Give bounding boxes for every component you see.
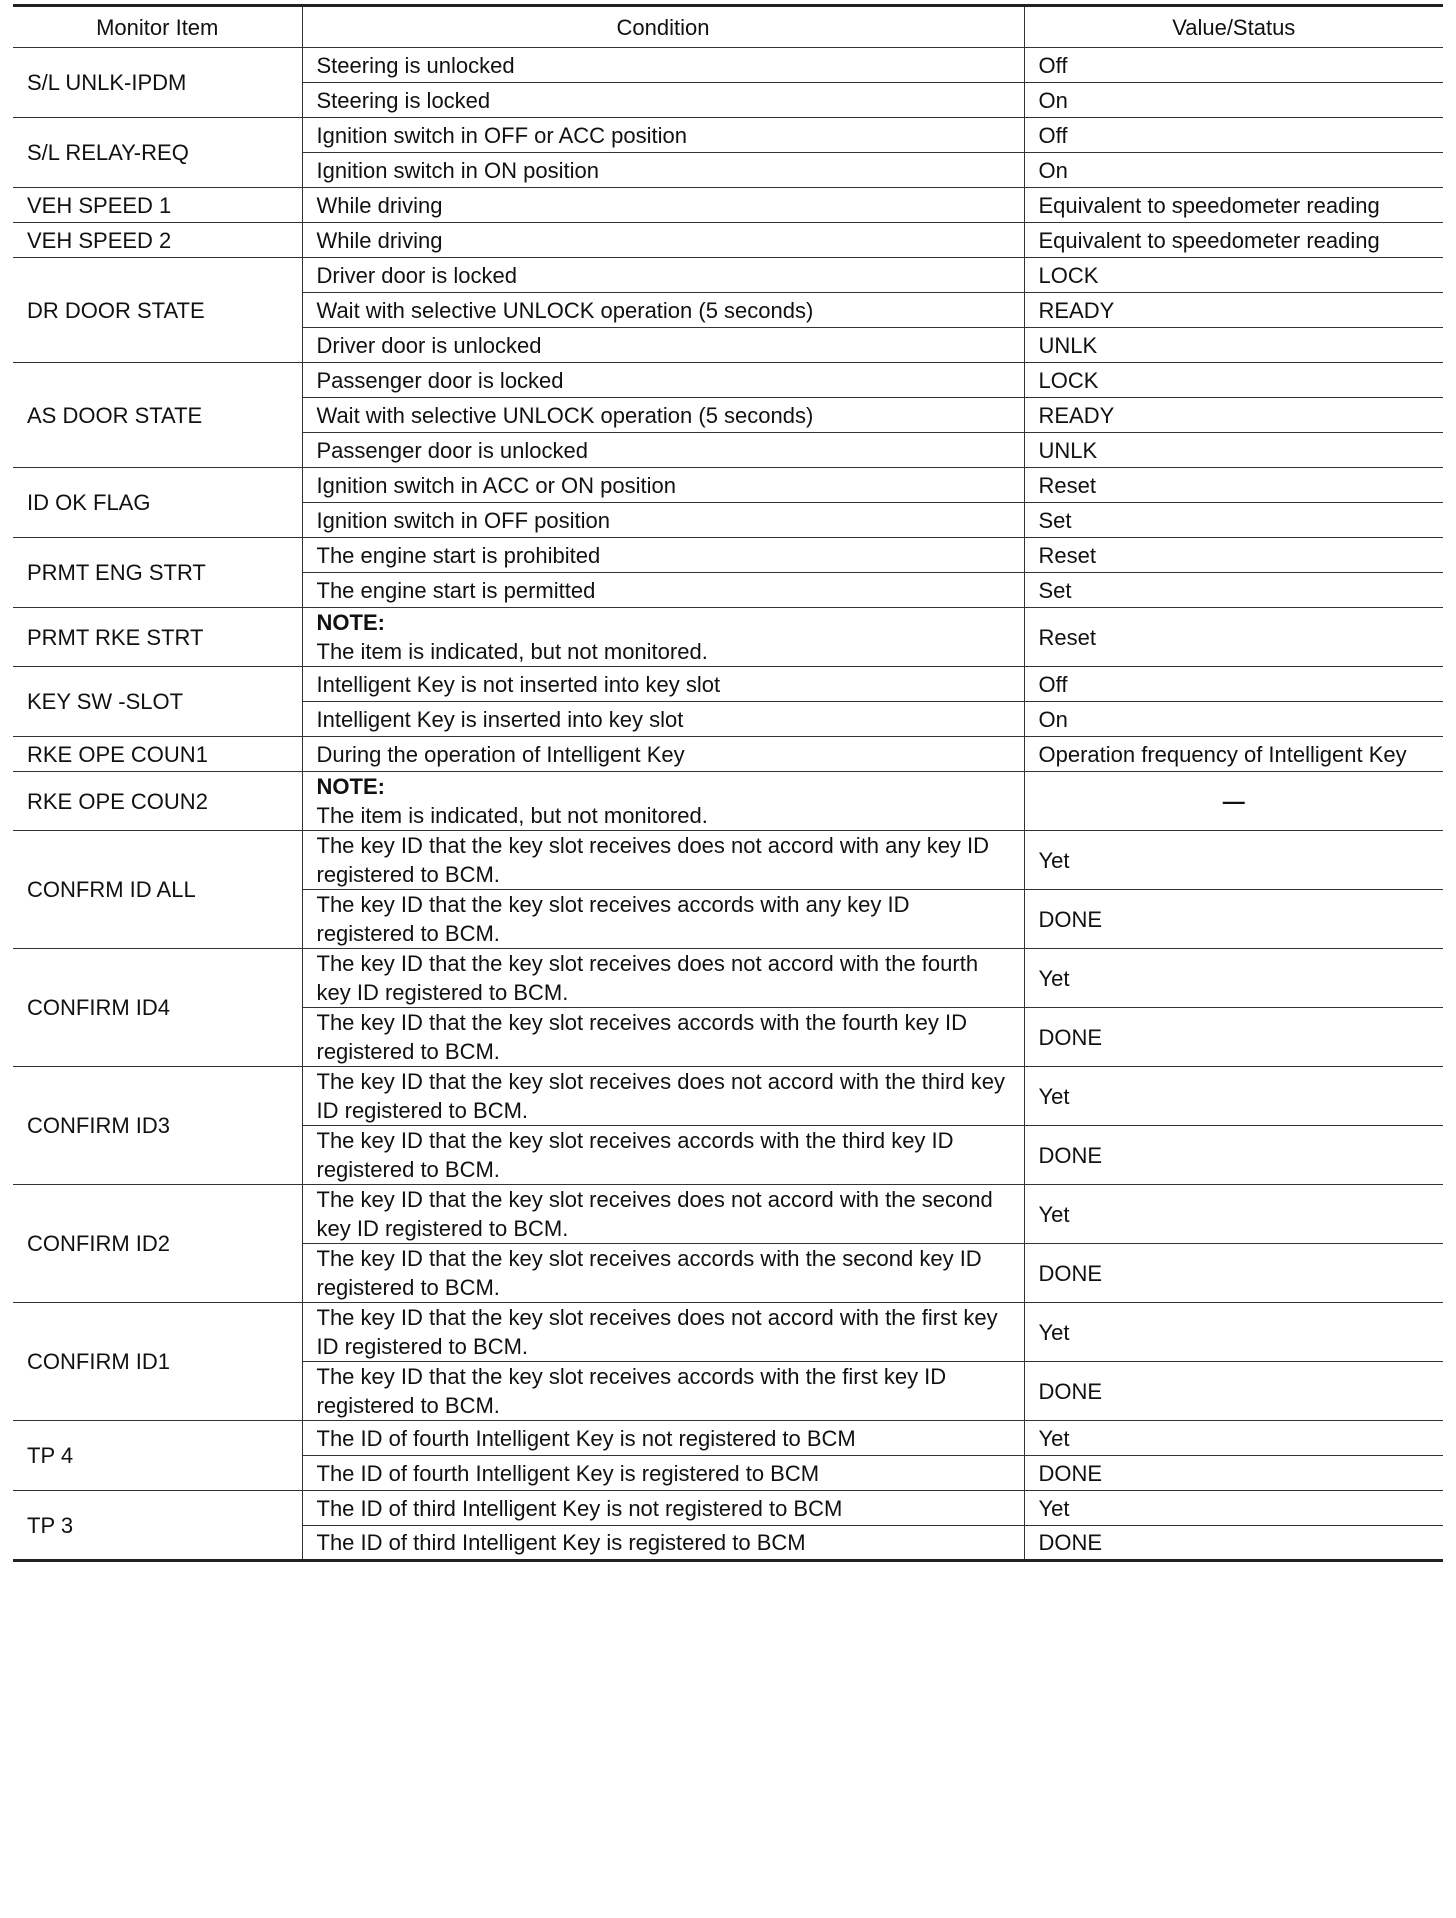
value-status-cell: Set	[1024, 573, 1443, 608]
condition-cell: The ID of third Intelligent Key is registered to BCM	[302, 1526, 1024, 1561]
value-status-cell: Equivalent to speedometer reading	[1024, 223, 1443, 258]
value-status-cell: Operation frequency of Intelligent Key	[1024, 737, 1443, 772]
table-row	[13, 538, 1443, 573]
value-status-cell: Yet	[1024, 949, 1443, 1008]
monitor-item-cell: S/L UNLK-IPDM	[13, 48, 302, 118]
table-row	[13, 772, 1443, 831]
value-status-cell: On	[1024, 83, 1443, 118]
table-row	[13, 1303, 1443, 1362]
note-text: The item is indicated, but not monitored.	[316, 639, 708, 664]
table-row	[13, 188, 1443, 223]
condition-cell: The ID of third Intelligent Key is not registered to BCM	[302, 1491, 1024, 1526]
condition-cell	[302, 772, 1024, 831]
monitor-item-cell: ID OK FLAG	[13, 468, 302, 538]
condition-cell: The key ID that the key slot receives accords with the second key ID registered to BCM.	[302, 1244, 1024, 1303]
table-row	[13, 1421, 1443, 1456]
condition-cell: The ID of fourth Intelligent Key is registered to BCM	[302, 1456, 1024, 1491]
value-status-cell: DONE	[1024, 1456, 1443, 1491]
table-row	[13, 737, 1443, 772]
table-header	[13, 6, 1443, 48]
value-status-cell: Equivalent to speedometer reading	[1024, 188, 1443, 223]
header-condition: Condition	[302, 6, 1024, 48]
condition-cell: The key ID that the key slot receives does not accord with the first key ID registered to BCM.	[302, 1303, 1024, 1362]
condition-cell: While driving	[302, 188, 1024, 223]
monitor-item-cell: DR DOOR STATE	[13, 258, 302, 363]
monitor-item-cell: AS DOOR STATE	[13, 363, 302, 468]
header-value-status: Value/Status	[1024, 6, 1443, 48]
condition-cell: Intelligent Key is inserted into key slot	[302, 702, 1024, 737]
monitor-item-cell: CONFIRM ID3	[13, 1067, 302, 1185]
condition-cell: Wait with selective UNLOCK operation (5 seconds)	[302, 293, 1024, 328]
condition-cell: The key ID that the key slot receives accords with any key ID registered to BCM.	[302, 890, 1024, 949]
table-row	[13, 667, 1443, 702]
monitor-item-cell: PRMT RKE STRT	[13, 608, 302, 667]
value-status-cell: —	[1024, 772, 1443, 831]
condition-cell: The key ID that the key slot receives does not accord with any key ID registered to BCM.	[302, 831, 1024, 890]
value-status-cell: UNLK	[1024, 433, 1443, 468]
condition-cell: Ignition switch in ACC or ON position	[302, 468, 1024, 503]
value-status-cell: READY	[1024, 398, 1443, 433]
header-row	[13, 6, 1443, 48]
value-status-cell: LOCK	[1024, 363, 1443, 398]
condition-cell: Wait with selective UNLOCK operation (5 seconds)	[302, 398, 1024, 433]
note-label: NOTE:	[316, 610, 385, 635]
table-row	[13, 468, 1443, 503]
value-status-cell: LOCK	[1024, 258, 1443, 293]
condition-cell: Ignition switch in ON position	[302, 153, 1024, 188]
value-status-cell: Yet	[1024, 1491, 1443, 1526]
note-label: NOTE:	[316, 774, 385, 799]
value-status-cell: DONE	[1024, 1362, 1443, 1421]
condition-cell: Driver door is unlocked	[302, 328, 1024, 363]
value-status-cell: Reset	[1024, 468, 1443, 503]
value-status-cell: Off	[1024, 667, 1443, 702]
condition-cell: The engine start is permitted	[302, 573, 1024, 608]
condition-cell: Ignition switch in OFF position	[302, 503, 1024, 538]
condition-cell: The key ID that the key slot receives does not accord with the third key ID registered to BCM.	[302, 1067, 1024, 1126]
value-status-cell: On	[1024, 153, 1443, 188]
monitor-item-cell: TP 3	[13, 1491, 302, 1561]
table-body	[13, 48, 1443, 1561]
table-row	[13, 48, 1443, 83]
condition-cell: The key ID that the key slot receives accords with the third key ID registered to BCM.	[302, 1126, 1024, 1185]
value-status-cell: Reset	[1024, 608, 1443, 667]
monitor-item-cell: S/L RELAY-REQ	[13, 118, 302, 188]
condition-cell: The key ID that the key slot receives does not accord with the fourth key ID registered to BCM.	[302, 949, 1024, 1008]
condition-cell: The key ID that the key slot receives accords with the first key ID registered to BCM.	[302, 1362, 1024, 1421]
value-status-cell: On	[1024, 702, 1443, 737]
monitor-item-cell: KEY SW -SLOT	[13, 667, 302, 737]
monitor-item-cell: CONFRM ID ALL	[13, 831, 302, 949]
table-row	[13, 831, 1443, 890]
table-row	[13, 1491, 1443, 1526]
table-row	[13, 258, 1443, 293]
monitor-item-cell: RKE OPE COUN1	[13, 737, 302, 772]
value-status-cell: Reset	[1024, 538, 1443, 573]
header-monitor-item: Monitor Item	[13, 6, 302, 48]
table-row	[13, 223, 1443, 258]
note-text: The item is indicated, but not monitored.	[316, 803, 708, 828]
condition-cell: Ignition switch in OFF or ACC position	[302, 118, 1024, 153]
monitor-table	[13, 4, 1443, 1562]
value-status-cell: Yet	[1024, 831, 1443, 890]
monitor-item-cell: TP 4	[13, 1421, 302, 1491]
condition-cell: The engine start is prohibited	[302, 538, 1024, 573]
condition-cell: Steering is locked	[302, 83, 1024, 118]
value-status-cell: DONE	[1024, 1008, 1443, 1067]
condition-cell: Intelligent Key is not inserted into key slot	[302, 667, 1024, 702]
table-row	[13, 1067, 1443, 1126]
condition-cell: The key ID that the key slot receives accords with the fourth key ID registered to BCM.	[302, 1008, 1024, 1067]
value-status-cell: DONE	[1024, 1244, 1443, 1303]
value-status-cell: DONE	[1024, 1126, 1443, 1185]
condition-cell: Driver door is locked	[302, 258, 1024, 293]
monitor-item-cell: CONFIRM ID2	[13, 1185, 302, 1303]
table-row	[13, 118, 1443, 153]
monitor-item-cell: PRMT ENG STRT	[13, 538, 302, 608]
monitor-item-cell: VEH SPEED 1	[13, 188, 302, 223]
value-status-cell: UNLK	[1024, 328, 1443, 363]
condition-cell: Passenger door is unlocked	[302, 433, 1024, 468]
value-status-cell: DONE	[1024, 1526, 1443, 1561]
value-status-cell: READY	[1024, 293, 1443, 328]
table-row	[13, 363, 1443, 398]
condition-cell: Steering is unlocked	[302, 48, 1024, 83]
table-row	[13, 608, 1443, 667]
monitor-item-cell: CONFIRM ID1	[13, 1303, 302, 1421]
value-status-cell: Set	[1024, 503, 1443, 538]
table-row	[13, 1185, 1443, 1244]
monitor-item-cell: VEH SPEED 2	[13, 223, 302, 258]
value-status-cell: Off	[1024, 48, 1443, 83]
value-status-cell: Yet	[1024, 1067, 1443, 1126]
value-status-cell: Yet	[1024, 1303, 1443, 1362]
condition-cell: While driving	[302, 223, 1024, 258]
value-status-cell: Yet	[1024, 1421, 1443, 1456]
condition-cell	[302, 608, 1024, 667]
condition-cell: During the operation of Intelligent Key	[302, 737, 1024, 772]
monitor-item-cell: RKE OPE COUN2	[13, 772, 302, 831]
value-status-cell: DONE	[1024, 890, 1443, 949]
value-status-cell: Yet	[1024, 1185, 1443, 1244]
condition-cell: Passenger door is locked	[302, 363, 1024, 398]
condition-cell: The key ID that the key slot receives does not accord with the second key ID registered to BCM.	[302, 1185, 1024, 1244]
condition-cell: The ID of fourth Intelligent Key is not registered to BCM	[302, 1421, 1024, 1456]
table-row	[13, 949, 1443, 1008]
value-status-cell: Off	[1024, 118, 1443, 153]
monitor-item-cell: CONFIRM ID4	[13, 949, 302, 1067]
